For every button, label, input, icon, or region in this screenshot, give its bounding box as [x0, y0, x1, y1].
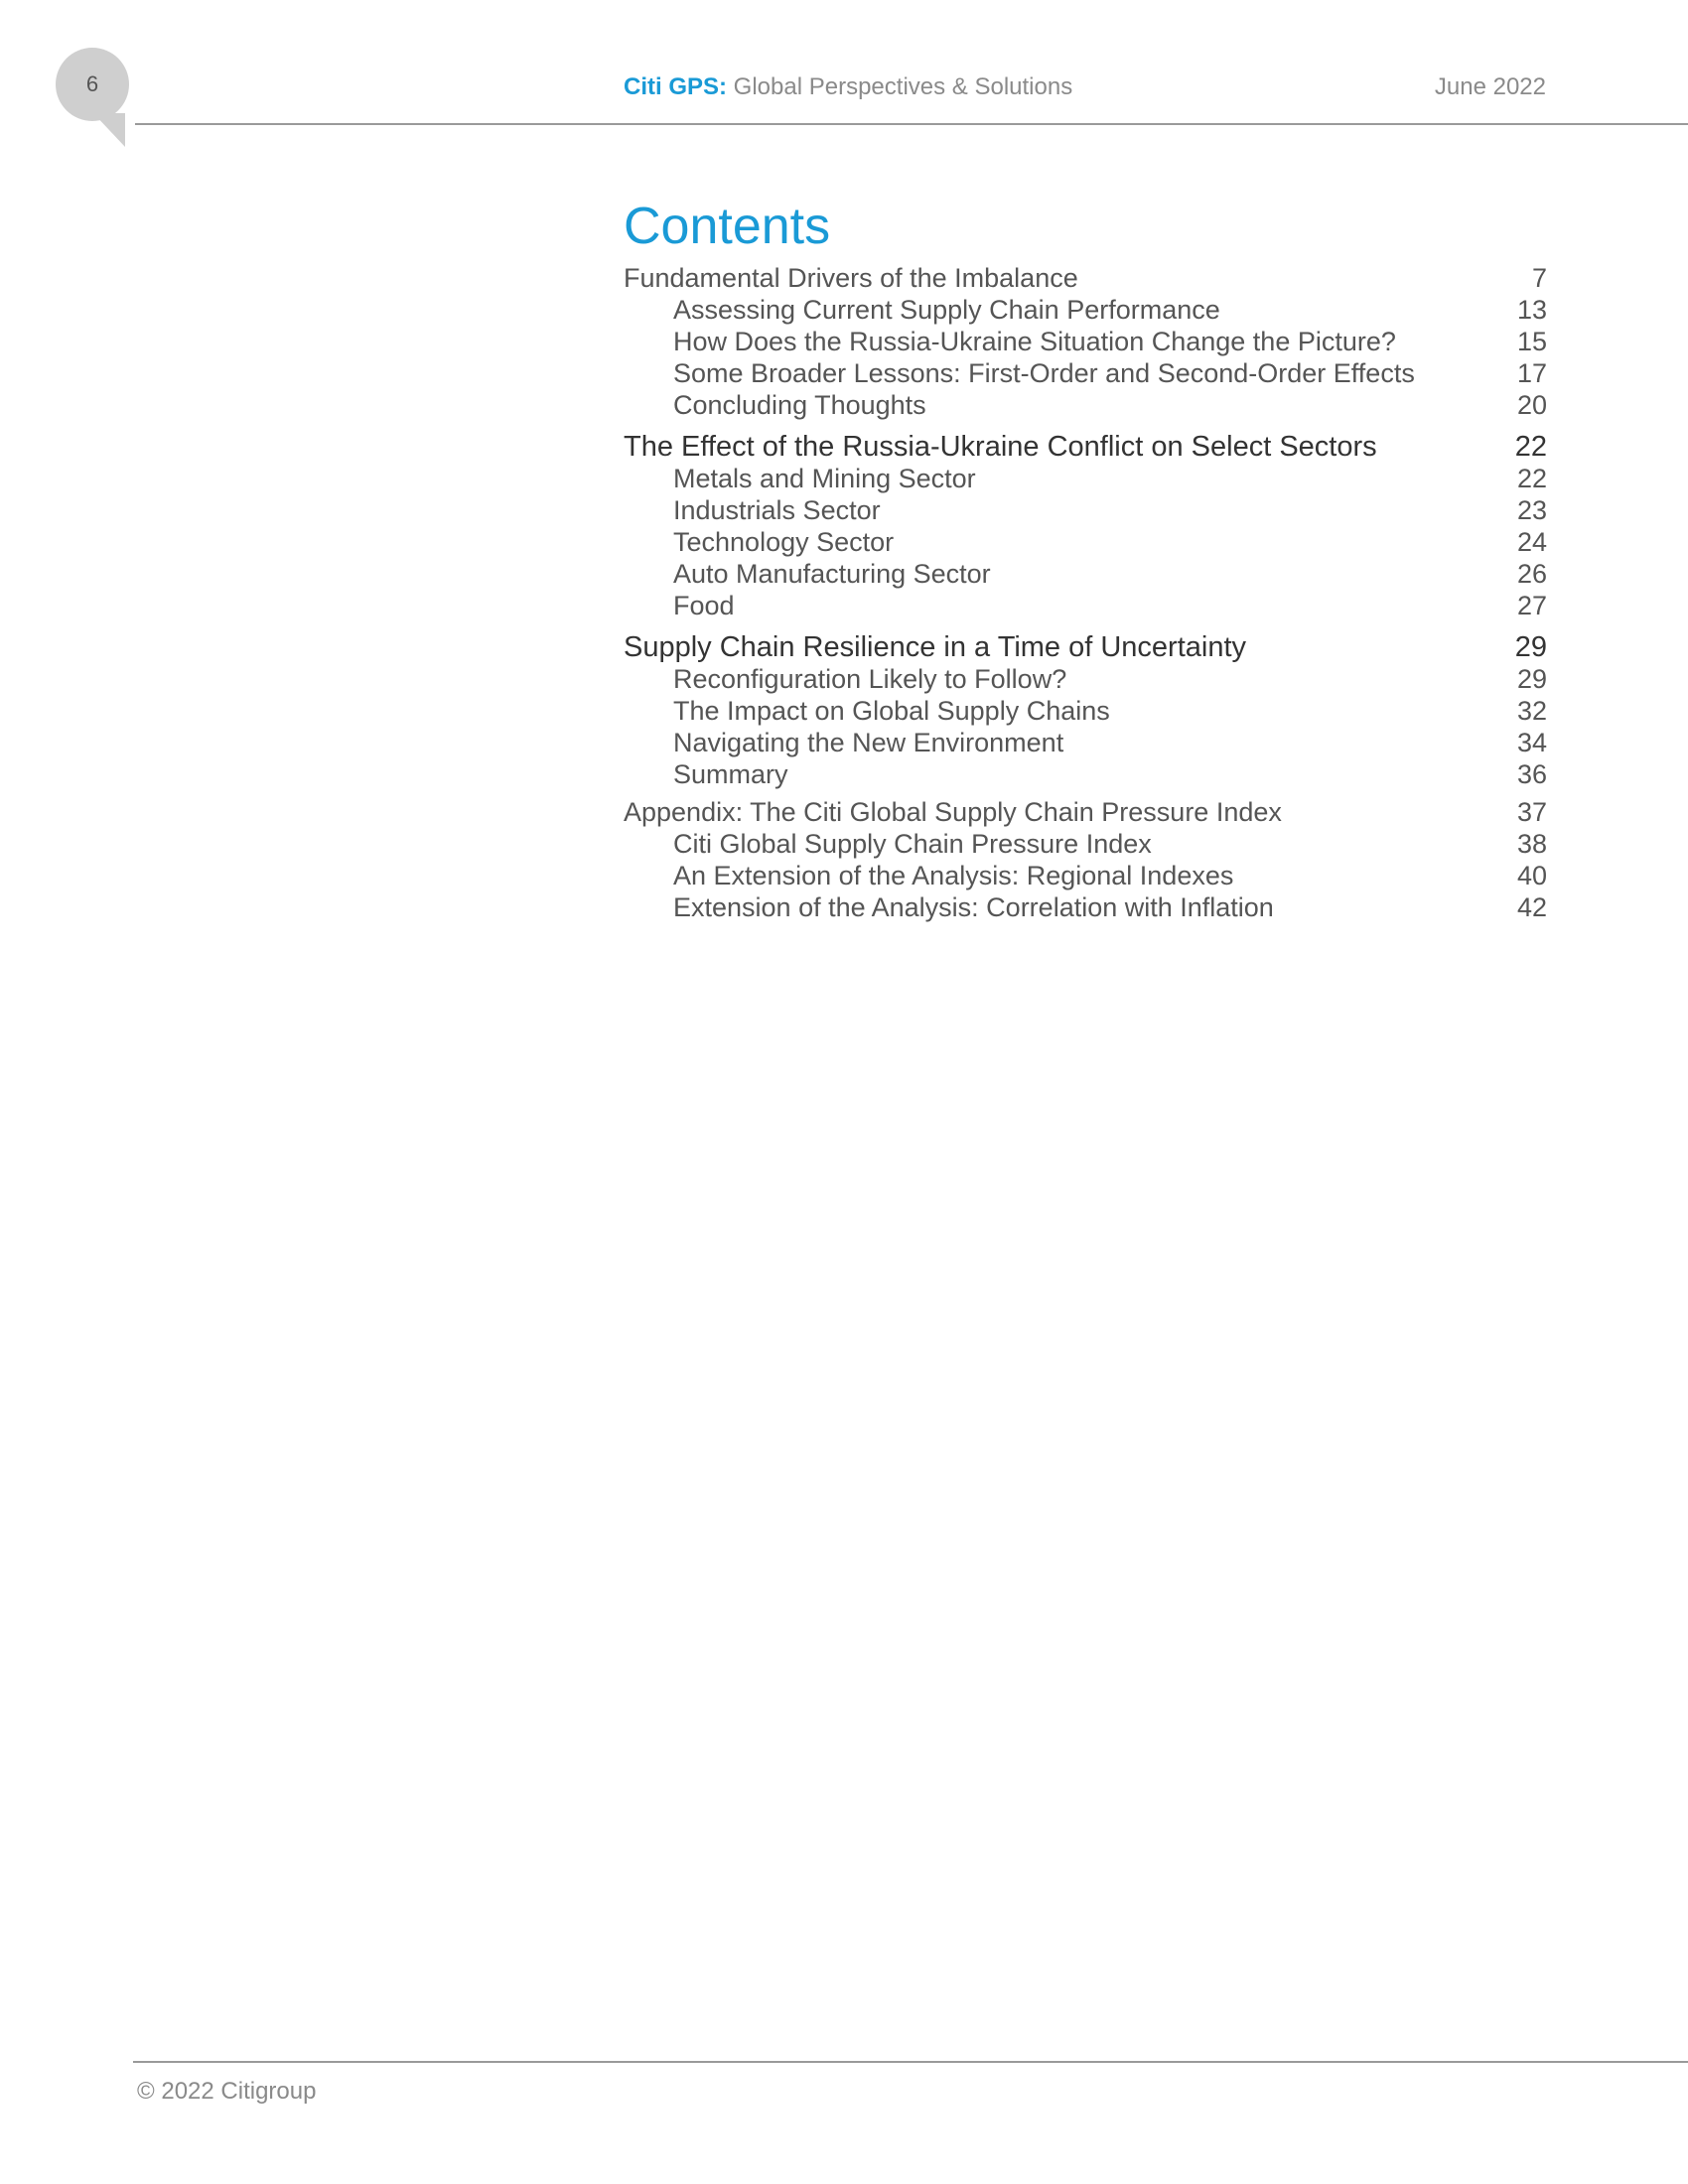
toc-entry-label: Technology Sector [673, 527, 895, 557]
toc-entry-page: 32 [1516, 696, 1547, 726]
toc-section[interactable] [624, 262, 1547, 294]
toc-entry-label: Some Broader Lessons: First-Order and Second-Order Effects [673, 358, 1415, 388]
toc-entry-page: 22 [1514, 431, 1547, 463]
toc-entry-page: 7 [1531, 263, 1547, 293]
toc-entry-page: 27 [1516, 591, 1547, 620]
toc-subsection[interactable] [624, 828, 1547, 860]
header-brand [624, 73, 1072, 101]
footer-copyright: © 2022 Citigroup [137, 2078, 317, 2105]
toc-subsection[interactable] [624, 494, 1547, 526]
footer-divider [133, 2061, 1688, 2063]
toc-entry-page: 42 [1516, 892, 1547, 922]
toc-entry-page: 26 [1516, 559, 1547, 589]
toc-entry-page: 23 [1516, 495, 1547, 525]
table-of-contents [624, 262, 1547, 923]
toc-subsection[interactable] [624, 590, 1547, 621]
toc-entry-label: Industrials Sector [673, 495, 881, 525]
toc-subsection[interactable] [624, 758, 1547, 790]
toc-subsection[interactable] [624, 389, 1547, 421]
page-number: 6 [56, 48, 129, 121]
toc-entry-label: Citi Global Supply Chain Pressure Index [673, 829, 1152, 859]
toc-entry-label: Navigating the New Environment [673, 728, 1064, 757]
toc-entry-page: 29 [1516, 664, 1547, 694]
toc-entry-label: Appendix: The Citi Global Supply Chain Pressure Index [624, 797, 1282, 827]
toc-entry-page: 37 [1516, 797, 1547, 827]
page-number-badge [56, 48, 133, 143]
toc-subsection[interactable] [624, 463, 1547, 494]
toc-entry-page: 17 [1516, 358, 1547, 388]
speech-bubble-tail-icon [93, 113, 125, 147]
toc-entry-label: Concluding Thoughts [673, 390, 926, 420]
toc-entry-label: Fundamental Drivers of the Imbalance [624, 263, 1078, 293]
toc-entry-label: Reconfiguration Likely to Follow? [673, 664, 1067, 694]
brand-subtitle: Global Perspectives & Solutions [727, 73, 1073, 100]
toc-subsection[interactable] [624, 558, 1547, 590]
toc-entry-page: 24 [1516, 527, 1547, 557]
toc-title: Contents [624, 198, 831, 255]
toc-section[interactable] [624, 631, 1547, 663]
toc-entry-page: 29 [1514, 631, 1547, 663]
toc-entry-label: Extension of the Analysis: Correlation with Inflation [673, 892, 1274, 922]
toc-subsection[interactable] [624, 663, 1547, 695]
toc-entry-page: 40 [1516, 861, 1547, 890]
toc-entry-label: The Impact on Global Supply Chains [673, 696, 1110, 726]
toc-entry-page: 38 [1516, 829, 1547, 859]
toc-subsection[interactable] [624, 357, 1547, 389]
toc-entry-label: Auto Manufacturing Sector [673, 559, 991, 589]
toc-entry-page: 22 [1516, 464, 1547, 493]
toc-section[interactable] [624, 796, 1547, 828]
toc-entry-label: Metals and Mining Sector [673, 464, 976, 493]
toc-entry-page: 34 [1516, 728, 1547, 757]
toc-subsection[interactable] [624, 695, 1547, 727]
toc-subsection[interactable] [624, 891, 1547, 923]
header-divider [135, 123, 1688, 125]
toc-entry-page: 15 [1516, 327, 1547, 356]
toc-entry-label: How Does the Russia-Ukraine Situation Change the Picture? [673, 327, 1396, 356]
toc-entry-label: Supply Chain Resilience in a Time of Uncertainty [624, 631, 1247, 663]
toc-entry-label: Food [673, 591, 735, 620]
toc-subsection[interactable] [624, 526, 1547, 558]
toc-subsection[interactable] [624, 860, 1547, 891]
toc-entry-page: 36 [1516, 759, 1547, 789]
toc-entry-label: Assessing Current Supply Chain Performance [673, 295, 1220, 325]
toc-section[interactable] [624, 431, 1547, 463]
toc-entry-page: 20 [1516, 390, 1547, 420]
toc-entry-page: 13 [1516, 295, 1547, 325]
toc-subsection[interactable] [624, 727, 1547, 758]
toc-entry-label: The Effect of the Russia-Ukraine Conflict on Select Sectors [624, 431, 1377, 463]
toc-subsection[interactable] [624, 294, 1547, 326]
brand-accent: Citi GPS: [624, 73, 728, 100]
toc-entry-label: An Extension of the Analysis: Regional Indexes [673, 861, 1234, 890]
toc-entry-label: Summary [673, 759, 788, 789]
toc-subsection[interactable] [624, 326, 1547, 357]
header-date: June 2022 [1434, 73, 1546, 100]
